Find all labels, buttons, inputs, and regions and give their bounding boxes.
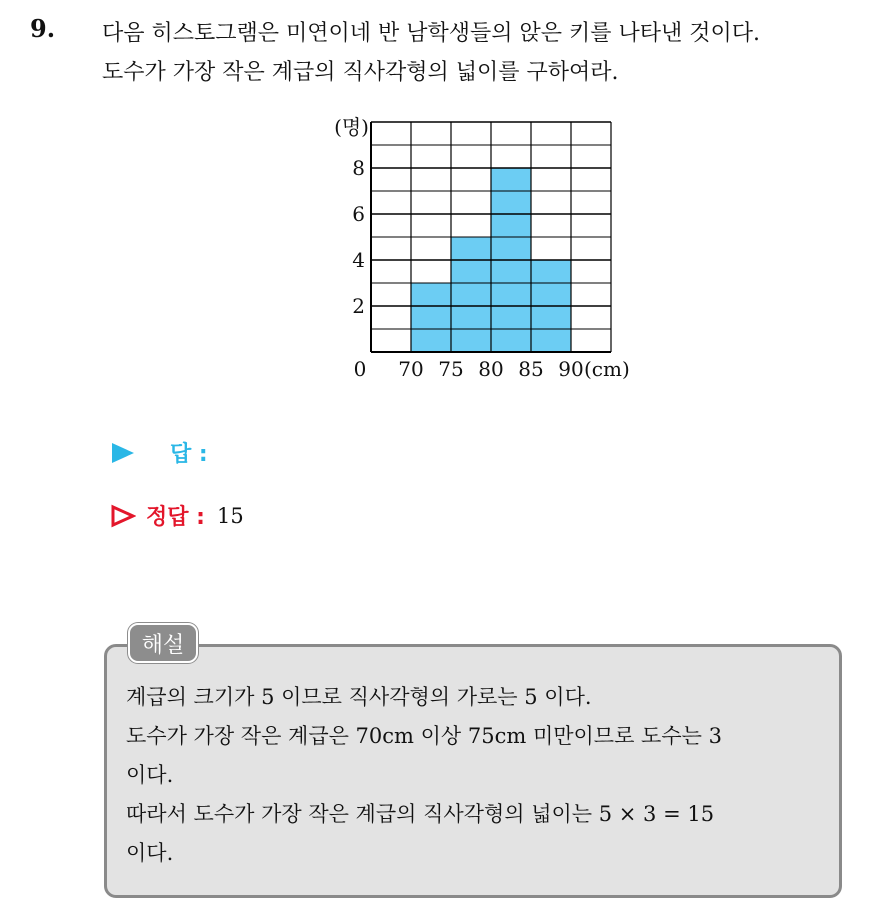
y-tick-label: 2 [352,294,365,318]
origin-label: 0 [353,357,367,381]
question-number: 9. [30,14,56,43]
histogram-chart [0,0,884,400]
x-axis-unit-label: (cm) [584,357,630,381]
answer-label: 답 : [170,442,208,467]
filled-triangle-icon [110,441,136,465]
x-tick-label: 85 [518,357,544,381]
correct-answer-row [110,500,244,531]
x-tick-label: 70 [398,357,424,381]
x-tick-label: 90 [558,357,584,381]
explanation-line-3: 이다. [126,763,174,787]
explanation-line-1: 계급의 크기가 5 이므로 직사각형의 가로는 5 이다. [126,685,592,709]
correct-answer-value: 15 [216,503,244,528]
y-axis-unit-label: (명) [334,115,369,139]
y-tick-label: 8 [352,156,365,180]
answer-row [110,437,220,468]
correct-answer-label: 정답 : [146,505,205,530]
x-tick-label: 75 [438,357,464,381]
y-tick-label: 4 [352,248,365,272]
question-text-line-1: 다음 히스토그램은 미연이네 반 남학생들의 앉은 키를 나타낸 것이다. [102,21,760,46]
y-tick-label: 6 [352,202,365,226]
explanation-line-4: 따라서 도수가 가장 작은 계급의 직사각형의 넓이는 5 × 3 = 15 [126,802,715,826]
explanation-tab: 해설 [128,623,198,663]
question-text-line-2: 도수가 가장 작은 계급의 직사각형의 넓이를 구하여라. [102,60,619,85]
histogram-bar [411,283,451,352]
explanation-line-5: 이다. [126,841,174,865]
explanation-line-2: 도수가 가장 작은 계급은 70cm 이상 75cm 미만이므로 도수는 3 [126,724,722,748]
outline-triangle-icon [110,504,136,528]
histogram-bar [451,237,491,352]
x-tick-label: 80 [478,357,504,381]
